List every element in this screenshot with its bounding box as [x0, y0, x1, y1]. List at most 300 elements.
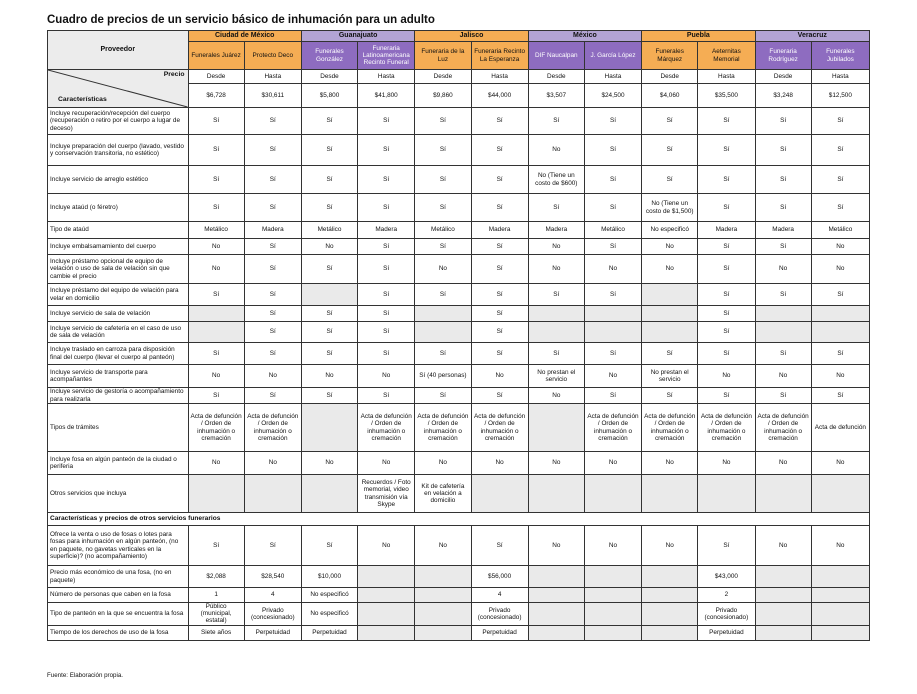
state-header: Puebla — [642, 31, 755, 42]
table-cell: Sí — [471, 322, 528, 343]
range-label: Hasta — [584, 70, 641, 84]
price-characteristics-header — [48, 70, 189, 108]
table-cell — [584, 322, 641, 343]
provider-name: Funeraria Rodríguez — [755, 42, 811, 70]
table-row — [48, 475, 870, 513]
table-cell: Madera — [244, 222, 301, 239]
table-cell — [584, 625, 641, 640]
table-cell — [755, 603, 811, 626]
table-row — [48, 166, 870, 194]
price-value: $9,860 — [415, 84, 471, 108]
table-cell: No — [811, 255, 869, 284]
feature-label: Incluye preparación del cuerpo (lavado, vestido y conservación transitoria, no estético) — [48, 135, 189, 166]
table-cell: No — [358, 452, 415, 475]
table-row — [48, 239, 870, 255]
table-cell: No — [415, 255, 471, 284]
table-cell: Sí — [755, 343, 811, 365]
table-cell — [642, 588, 698, 603]
table-cell: Sí — [642, 343, 698, 365]
table-cell: Siete años — [188, 625, 244, 640]
table-cell: No — [584, 452, 641, 475]
table-cell: No — [811, 239, 869, 255]
table-cell: Privado (concesionado) — [244, 603, 301, 626]
table-row — [48, 284, 870, 306]
feature-label: Incluye servicio de arreglo estético — [48, 166, 189, 194]
table-cell: Sí — [584, 284, 641, 306]
table-cell: Sí — [528, 108, 584, 135]
table-cell — [188, 306, 244, 322]
feature-label: Incluye recuperación/recepción del cuerpo (recuperación o retiro por el cuerpo a lugar de deceso) — [48, 108, 189, 135]
state-header: México — [528, 31, 641, 42]
table-cell — [301, 475, 357, 513]
feature-label: Otros servicios que incluya — [48, 475, 189, 513]
table-cell — [528, 588, 584, 603]
table-cell: Sí — [471, 306, 528, 322]
range-label: Desde — [642, 70, 698, 84]
table-cell — [528, 306, 584, 322]
table-cell — [528, 603, 584, 626]
table-cell: Perpetuidad — [471, 625, 528, 640]
table-cell: Sí — [415, 166, 471, 194]
table-cell — [415, 322, 471, 343]
table-cell: Sí — [471, 166, 528, 194]
table-cell: Sí — [528, 343, 584, 365]
table-cell: Sí — [698, 284, 755, 306]
price-value: $4,060 — [642, 84, 698, 108]
table-cell: Acta de defunción / Orden de inhumación o cremación — [471, 404, 528, 452]
table-cell: Sí — [244, 306, 301, 322]
table-cell: Sí — [301, 166, 357, 194]
table-cell: Sí — [698, 322, 755, 343]
table-cell — [415, 306, 471, 322]
price-table — [47, 30, 870, 641]
table-cell — [358, 566, 415, 588]
state-header-row — [48, 31, 870, 42]
table-cell — [358, 588, 415, 603]
range-label: Hasta — [244, 70, 301, 84]
feature-label: Incluye servicio de transporte para acompañantes — [48, 365, 189, 388]
table-cell: No — [528, 388, 584, 404]
table-cell: No — [471, 365, 528, 388]
state-header: Ciudad de México — [188, 31, 301, 42]
table-cell: Sí — [244, 194, 301, 222]
table-cell — [528, 566, 584, 588]
table-cell: Sí — [642, 135, 698, 166]
feature-label: Tipo de panteón en la que se encuentra la fosa — [48, 603, 189, 626]
precio-label: Precio — [163, 71, 185, 78]
table-cell — [755, 625, 811, 640]
table-cell: Sí — [471, 388, 528, 404]
table-cell: No — [188, 255, 244, 284]
table-cell: Metálico — [301, 222, 357, 239]
feature-label: Incluye servicio de gestoría o acompañamiento para realizarla — [48, 388, 189, 404]
feature-label: Incluye préstamo del equipo de velación para velar en domicilio — [48, 284, 189, 306]
table-cell: $2,088 — [188, 566, 244, 588]
table-cell: Sí — [415, 108, 471, 135]
table-cell: Sí — [811, 284, 869, 306]
table-cell: Sí — [584, 166, 641, 194]
table-cell — [642, 306, 698, 322]
feature-label: Tipo de ataúd — [48, 222, 189, 239]
table-cell: No — [698, 365, 755, 388]
table-cell: Sí — [244, 239, 301, 255]
table-cell: Perpetuidad — [301, 625, 357, 640]
table-cell: Sí — [358, 343, 415, 365]
table-cell — [528, 322, 584, 343]
feature-label: Incluye servicio de sala de velación — [48, 306, 189, 322]
table-cell: Sí — [188, 284, 244, 306]
table-cell: Sí — [471, 239, 528, 255]
table-cell: Metálico — [811, 222, 869, 239]
table-cell: Sí — [698, 166, 755, 194]
table-cell: Sí — [811, 135, 869, 166]
table-cell — [528, 475, 584, 513]
table-cell — [415, 603, 471, 626]
table-cell: No — [358, 365, 415, 388]
table-cell: Sí — [188, 526, 244, 566]
price-value: $30,611 — [244, 84, 301, 108]
table-cell: Sí — [188, 108, 244, 135]
table-cell: Sí — [698, 388, 755, 404]
table-cell: No — [528, 452, 584, 475]
table-cell: No — [698, 452, 755, 475]
table-cell: $10,000 — [301, 566, 357, 588]
table-cell: No — [755, 255, 811, 284]
table-cell: Sí — [642, 166, 698, 194]
table-cell: Kit de cafetería en velación a domicilio — [415, 475, 471, 513]
table-cell: Sí — [301, 135, 357, 166]
table-cell: Sí — [698, 343, 755, 365]
table-cell: No especificó — [642, 222, 698, 239]
table-cell — [755, 566, 811, 588]
table-cell: Sí — [642, 388, 698, 404]
range-label: Hasta — [471, 70, 528, 84]
table-cell: Acta de defunción / Orden de inhumación o cremación — [584, 404, 641, 452]
table-row — [48, 404, 870, 452]
table-cell — [584, 603, 641, 626]
price-value: $5,800 — [301, 84, 357, 108]
table-cell: No — [188, 452, 244, 475]
table-cell: No — [301, 239, 357, 255]
state-header: Guanajuato — [301, 31, 414, 42]
table-row — [48, 365, 870, 388]
table-cell — [584, 588, 641, 603]
table-row — [48, 526, 870, 566]
table-cell: No — [528, 135, 584, 166]
range-label: Desde — [528, 70, 584, 84]
table-cell — [358, 625, 415, 640]
table-cell — [642, 566, 698, 588]
table-cell: No prestan el servicio — [642, 365, 698, 388]
table-cell: Sí — [471, 108, 528, 135]
table-cell: No — [755, 526, 811, 566]
table-cell: Sí — [244, 526, 301, 566]
table-cell — [301, 404, 357, 452]
table-cell — [698, 475, 755, 513]
table-cell: No — [301, 452, 357, 475]
table-cell: No — [811, 526, 869, 566]
range-label: Desde — [301, 70, 357, 84]
table-cell: 2 — [698, 588, 755, 603]
price-value: $41,800 — [358, 84, 415, 108]
table-cell: Madera — [755, 222, 811, 239]
provider-name: J. García López — [584, 42, 641, 70]
table-cell: Sí — [301, 322, 357, 343]
table-cell: No (Tiene un costo de $600) — [528, 166, 584, 194]
table-cell: Sí — [471, 255, 528, 284]
feature-label: Incluye traslado en carroza para disposición final del cuerpo (llevar el cuerpo al panteón) — [48, 343, 189, 365]
table-cell: Sí — [188, 135, 244, 166]
table-row — [48, 566, 870, 588]
feature-label: Número de personas que caben en la fosa — [48, 588, 189, 603]
table-cell: No — [642, 526, 698, 566]
range-row — [48, 70, 870, 84]
table-cell: Sí — [358, 284, 415, 306]
table-cell — [584, 475, 641, 513]
provider-name: Funerales González — [301, 42, 357, 70]
table-cell: No — [584, 365, 641, 388]
table-cell — [642, 284, 698, 306]
table-row — [48, 108, 870, 135]
range-label: Hasta — [358, 70, 415, 84]
table-cell: No especificó — [301, 603, 357, 626]
table-row — [48, 452, 870, 475]
table-cell — [358, 603, 415, 626]
table-cell: Sí — [301, 343, 357, 365]
table-row — [48, 603, 870, 626]
table-cell: Sí — [698, 526, 755, 566]
table-row — [48, 222, 870, 239]
table-cell — [811, 475, 869, 513]
table-cell: Sí — [584, 388, 641, 404]
table-cell — [811, 625, 869, 640]
table-cell: No (Tiene un costo de $1,500) — [642, 194, 698, 222]
table-cell: No — [188, 365, 244, 388]
range-label: Hasta — [698, 70, 755, 84]
feature-label: Ofrece la venta o uso de fosas o lotes para fosas para inhumación en algún panteón, (no en paquete, no gavetas verticales en la superficie)? (no acompañamiento) — [48, 526, 189, 566]
table-cell: Acta de defunción / Orden de inhumación o cremación — [642, 404, 698, 452]
state-header: Jalisco — [415, 31, 528, 42]
table-cell: Sí — [584, 108, 641, 135]
table-cell: Sí — [584, 239, 641, 255]
table-cell: No — [642, 239, 698, 255]
table-cell: Acta de defunción / Orden de inhumación o cremación — [188, 404, 244, 452]
table-cell: Sí — [188, 343, 244, 365]
table-cell: Sí — [415, 135, 471, 166]
table-cell: Sí — [358, 135, 415, 166]
table-cell: Sí — [755, 388, 811, 404]
table-cell: Metálico — [415, 222, 471, 239]
table-cell: Sí — [301, 526, 357, 566]
range-label: Desde — [188, 70, 244, 84]
table-cell: Sí — [244, 108, 301, 135]
table-cell — [811, 306, 869, 322]
table-cell: Sí — [584, 343, 641, 365]
table-cell: Sí — [471, 194, 528, 222]
table-cell: $43,000 — [698, 566, 755, 588]
price-value: $35,500 — [698, 84, 755, 108]
table-cell: No — [528, 526, 584, 566]
table-cell: No — [415, 526, 471, 566]
table-cell: Sí — [358, 239, 415, 255]
table-cell: Sí — [755, 284, 811, 306]
table-cell: Sí — [188, 194, 244, 222]
table-cell — [244, 475, 301, 513]
table-cell: Sí — [811, 108, 869, 135]
table-cell: No — [755, 365, 811, 388]
table-cell: Acta de defunción / Orden de inhumación o cremación — [244, 404, 301, 452]
table-cell: Sí — [415, 388, 471, 404]
provider-name: Funerales Jubilados — [811, 42, 869, 70]
table-cell: Sí — [301, 306, 357, 322]
table-cell: $28,540 — [244, 566, 301, 588]
table-cell: Sí — [244, 166, 301, 194]
feature-label: Tipos de trámites — [48, 404, 189, 452]
table-cell: No — [471, 452, 528, 475]
table-cell: Sí — [755, 194, 811, 222]
feature-label: Incluye fosa en algún panteón de la ciudad o periferia — [48, 452, 189, 475]
section-title: Características y precios de otros servicios funerarios — [48, 513, 870, 526]
price-value: $44,000 — [471, 84, 528, 108]
table-cell: Sí (40 personas) — [415, 365, 471, 388]
table-cell: Perpetuidad — [698, 625, 755, 640]
table-cell: Sí — [301, 255, 357, 284]
table-cell: Acta de defunción / Orden de inhumación o cremación — [755, 404, 811, 452]
table-cell: Sí — [755, 135, 811, 166]
table-cell — [755, 306, 811, 322]
range-label: Desde — [755, 70, 811, 84]
table-cell: No — [415, 452, 471, 475]
table-cell: Madera — [698, 222, 755, 239]
table-cell: Sí — [811, 166, 869, 194]
table-cell — [811, 566, 869, 588]
table-cell: Sí — [301, 108, 357, 135]
table-cell — [188, 322, 244, 343]
table-cell: Privado (concesionado) — [471, 603, 528, 626]
table-cell: Sí — [301, 194, 357, 222]
table-cell — [301, 284, 357, 306]
table-cell: Sí — [471, 526, 528, 566]
table-cell: Privado (concesionado) — [698, 603, 755, 626]
table-cell: Sí — [698, 135, 755, 166]
table-cell: No — [301, 365, 357, 388]
table-cell: Metálico — [188, 222, 244, 239]
feature-label: Incluye ataúd (o féretro) — [48, 194, 189, 222]
table-cell — [755, 475, 811, 513]
feature-label: Incluye préstamo opcional de equipo de velación o uso de sala de velación sin que cambie el precio — [48, 255, 189, 284]
table-cell: Sí — [188, 166, 244, 194]
table-cell: Madera — [358, 222, 415, 239]
table-row — [48, 194, 870, 222]
table-cell: No — [811, 452, 869, 475]
table-cell: Sí — [188, 388, 244, 404]
table-cell: Acta de defunción / Orden de inhumación o cremación — [415, 404, 471, 452]
provider-name: Funerales Juárez — [188, 42, 244, 70]
table-cell: 4 — [244, 588, 301, 603]
table-cell: No — [584, 255, 641, 284]
table-cell: Público (municipal, estatal) — [188, 603, 244, 626]
table-cell: Sí — [698, 108, 755, 135]
table-cell: Sí — [358, 255, 415, 284]
table-cell: 4 — [471, 588, 528, 603]
provider-name: Funeraria Recinto La Esperanza — [471, 42, 528, 70]
table-cell: Madera — [528, 222, 584, 239]
table-cell: No — [244, 365, 301, 388]
table-cell: No — [528, 239, 584, 255]
table-cell: Sí — [584, 135, 641, 166]
table-cell: Sí — [244, 343, 301, 365]
table-cell: No — [755, 452, 811, 475]
table-cell — [811, 322, 869, 343]
table-cell: No prestan el servicio — [528, 365, 584, 388]
table-cell: Sí — [755, 166, 811, 194]
table-cell: Sí — [471, 284, 528, 306]
table-cell: Metálico — [584, 222, 641, 239]
table-cell: Sí — [528, 284, 584, 306]
table-cell — [415, 588, 471, 603]
table-cell: No especificó — [301, 588, 357, 603]
range-label: Hasta — [811, 70, 869, 84]
price-value: $3,248 — [755, 84, 811, 108]
feature-label: Incluye embalsamamiento del cuerpo — [48, 239, 189, 255]
price-value: $3,507 — [528, 84, 584, 108]
table-cell: $56,000 — [471, 566, 528, 588]
provider-name: Funeraria de la Luz — [415, 42, 471, 70]
table-cell: Sí — [584, 194, 641, 222]
table-cell: Sí — [698, 194, 755, 222]
table-cell: 1 — [188, 588, 244, 603]
source-footer: Fuente: Elaboración propia. — [47, 672, 124, 679]
table-cell: No — [358, 526, 415, 566]
table-cell: Madera — [471, 222, 528, 239]
table-cell — [811, 588, 869, 603]
table-cell: No — [244, 452, 301, 475]
provider-name: Aeternitas Memorial — [698, 42, 755, 70]
table-cell: Sí — [698, 255, 755, 284]
table-cell: Sí — [244, 135, 301, 166]
table-row — [48, 306, 870, 322]
table-cell — [528, 625, 584, 640]
page-title: Cuadro de precios de un servicio básico de inhumación para un adulto — [47, 14, 435, 26]
table-cell — [642, 625, 698, 640]
table-cell — [415, 625, 471, 640]
table-cell: Sí — [244, 322, 301, 343]
table-row — [48, 255, 870, 284]
section-row — [48, 513, 870, 526]
table-cell: Sí — [471, 343, 528, 365]
caracteristicas-label: Características — [58, 96, 107, 104]
feature-label: Tiempo de los derechos de uso de la fosa — [48, 625, 189, 640]
table-cell: Perpetuidad — [244, 625, 301, 640]
table-cell — [471, 475, 528, 513]
table-cell: Acta de defunción — [811, 404, 869, 452]
table-cell: Sí — [415, 194, 471, 222]
table-row — [48, 343, 870, 365]
table-cell: Sí — [811, 343, 869, 365]
table-cell: Sí — [358, 166, 415, 194]
table-cell: Sí — [755, 108, 811, 135]
provider-name: DIF Naucalpan — [528, 42, 584, 70]
table-cell: No — [528, 255, 584, 284]
table-cell — [415, 566, 471, 588]
table-cell — [811, 603, 869, 626]
table-cell — [755, 588, 811, 603]
table-cell: Sí — [244, 255, 301, 284]
table-cell: Sí — [698, 306, 755, 322]
table-row — [48, 588, 870, 603]
table-cell: Sí — [471, 135, 528, 166]
feature-label: Precio más económico de una fosa, (no en paquete) — [48, 566, 189, 588]
